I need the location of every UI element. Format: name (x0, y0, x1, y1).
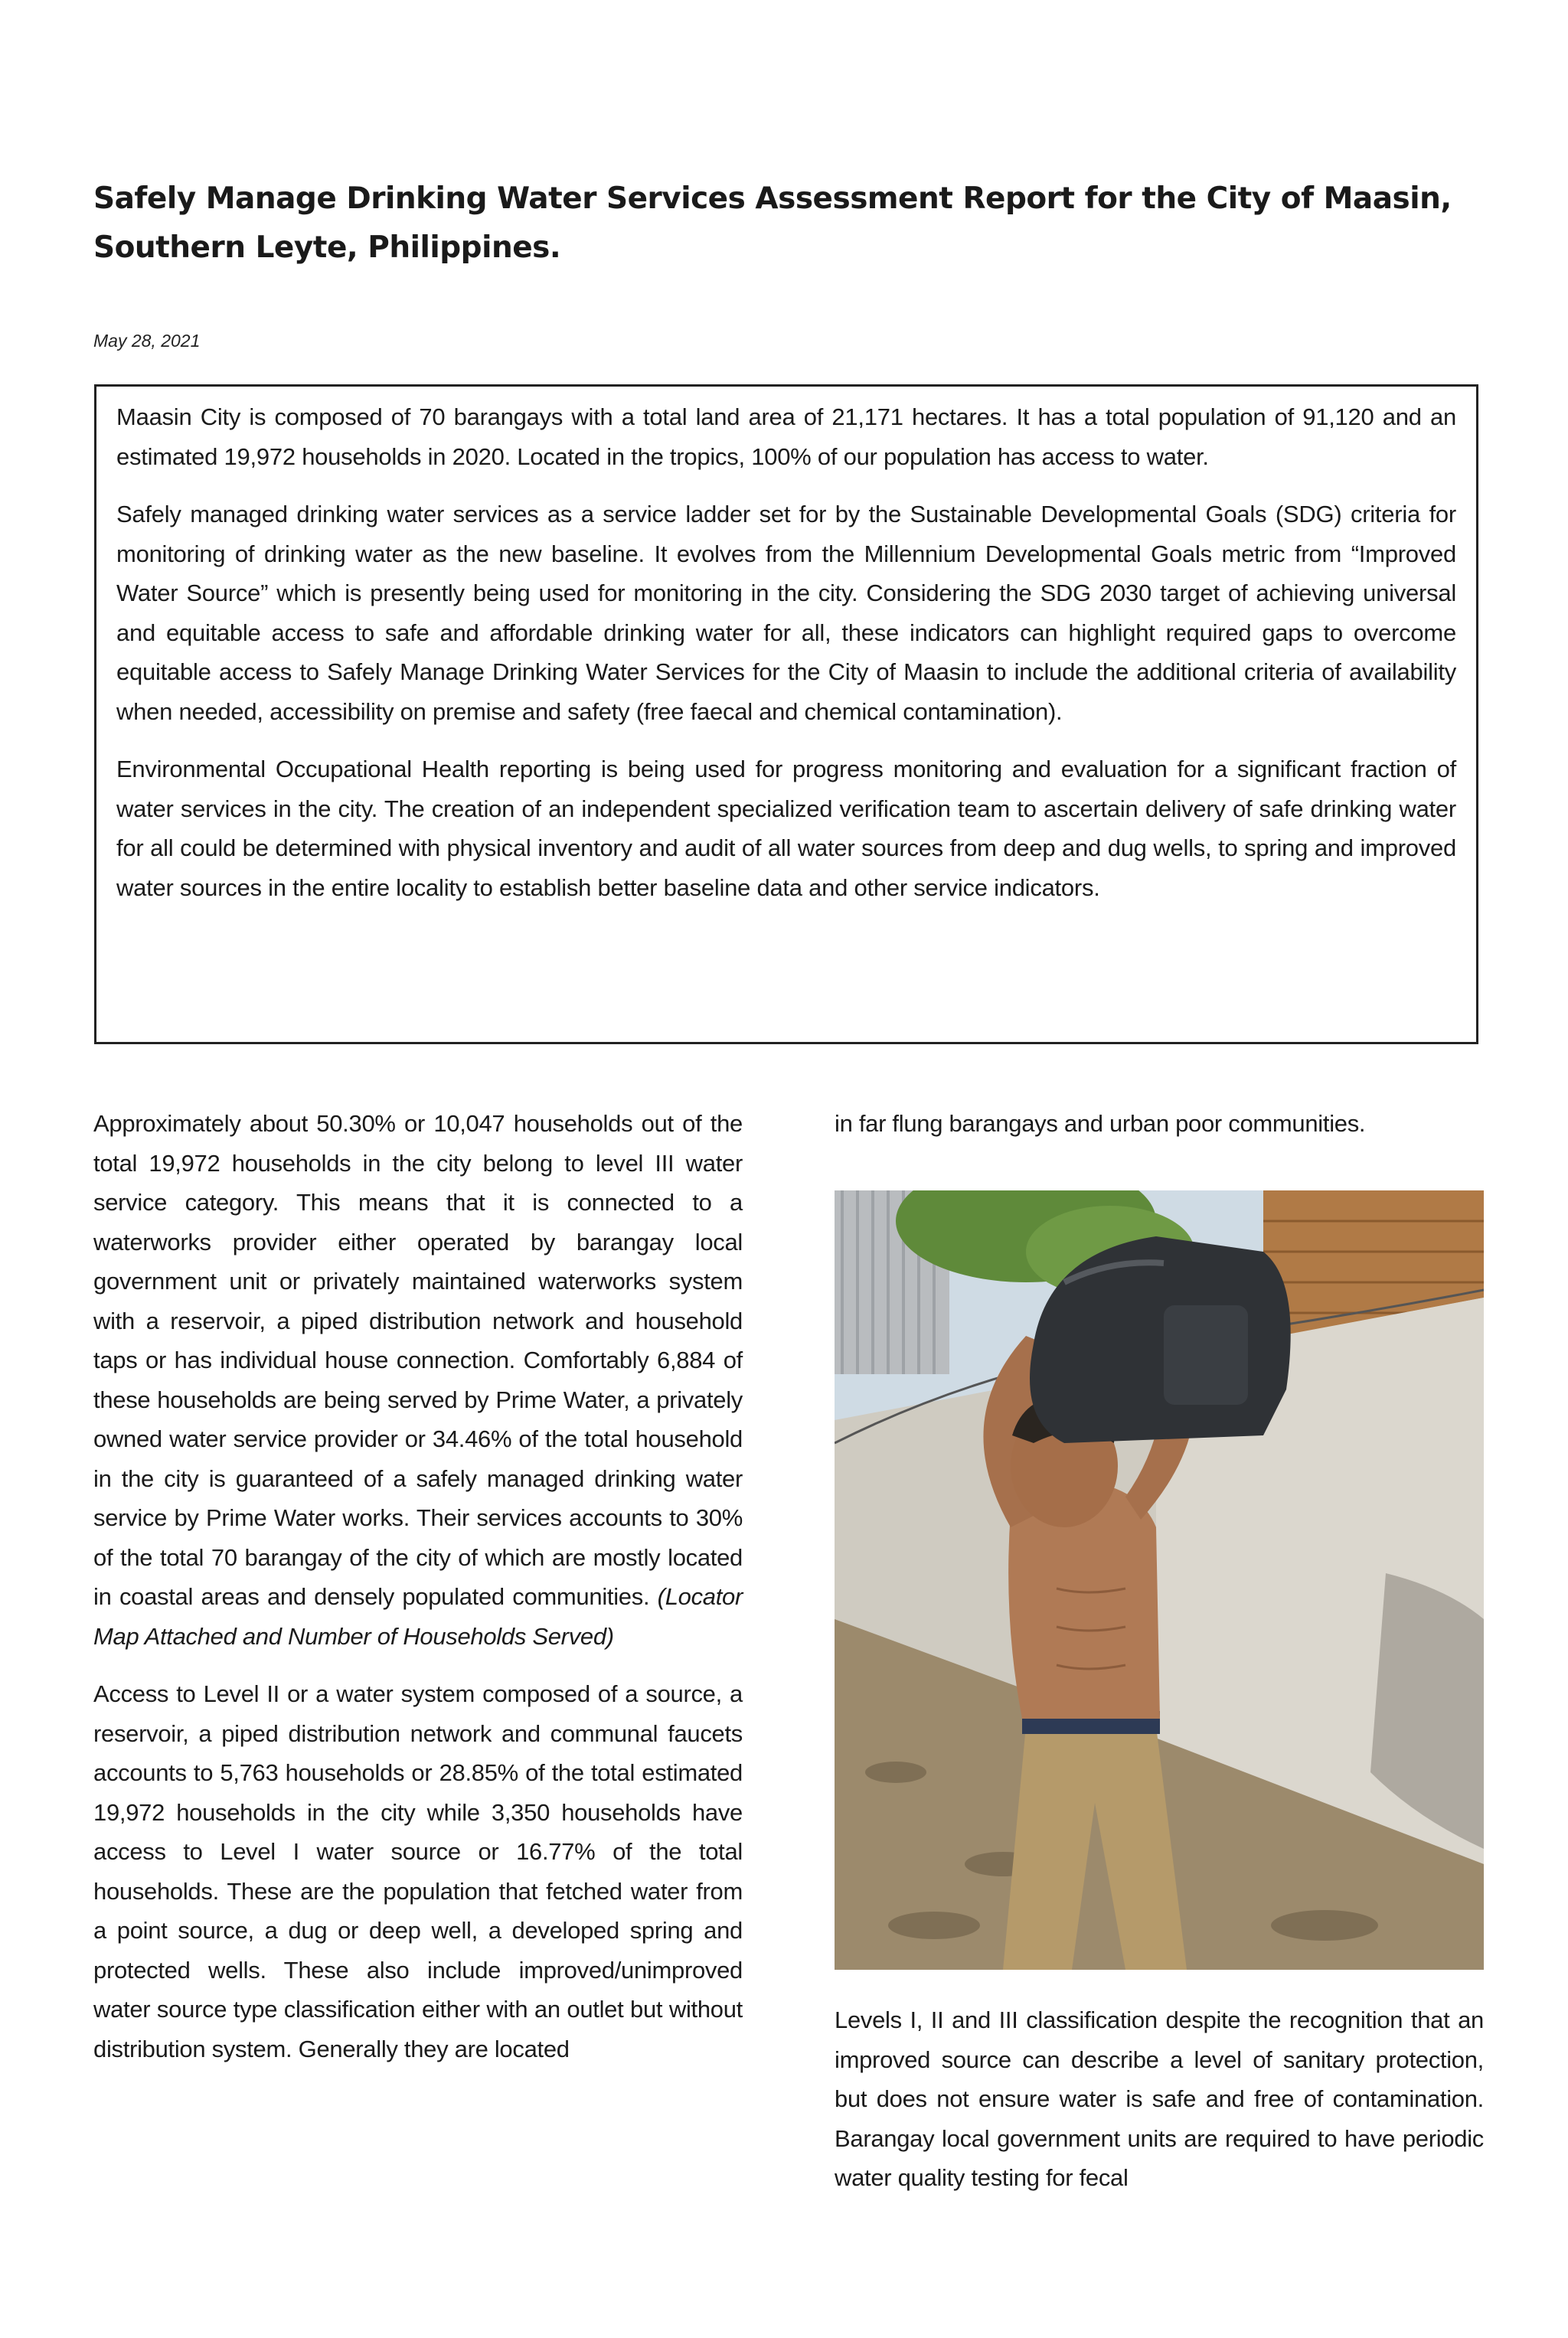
right-paragraph-top: in far flung barangays and urban poor communities. (835, 1110, 1366, 1137)
left-paragraph-1-text: Approximately about 50.30% or 10,047 households out of the total 19,972 households in the city belong to level III water service category. This means that it is connected to a waterworks provider either operated by barangay local government unit or privately maintained waterworks system with a reservoir, a piped distribution network and household taps or has individual house connection. Comfortably 6,884 of these households are being served by Prime Water, a privately owned water service provider or 34.46% of the total household in the city is guaranteed of a safely managed drinking water service by Prime Water works. Their services accounts to 30% of the total 70 barangay of the city of which are mostly located in coastal areas and densely populated communities. (93, 1110, 743, 1610)
photo-container-panel (1164, 1305, 1248, 1405)
photo-illustration (835, 1190, 1484, 1970)
left-paragraph-2: Access to Level II or a water system composed of a source, a reservoir, a piped distribution network and communal faucets accounts to 5,763 households or 28.85% of the total estimated 19,972 households in the city while 3,350 households have access to Level I water source or 16.77% of the total households. These are the population that fetched water from a point source, a dug or deep well, a developed spring and protected wells. These also include improved/unimproved water source type classification either with an outlet but without distribution system. Generally they are located (93, 1680, 743, 2062)
right-column-bottom (835, 2000, 1484, 2198)
summary-paragraph-1: Maasin City is composed of 70 barangays with a total land area of 21,171 hectares. It has a total population of 91,120 and an estimated 19,972 households in 2020. Located in the tropics, 100% of our population has access to water. (116, 403, 1456, 470)
left-column (93, 1104, 743, 2087)
report-title (93, 175, 1472, 273)
report-date: May 28, 2021 (93, 331, 201, 351)
report-title-line-1: Safely Manage Drinking Water Services Assessment Report for the City of Maasin, (93, 181, 1452, 216)
summary-box (94, 384, 1478, 1044)
locator-map-note: (Locator Map Attached and Number of Households Served) (93, 1583, 743, 1650)
summary-paragraph-2: Safely managed drinking water services as a service ladder set for by the Sustainable Developmental Goals (SDG) criteria for monitoring of drinking water as the new baseline. It evolves from the Millennium Developmental Goals metric from “Improved Water Source” which is presently being used for monitoring in the city. Considering the SDG 2030 target of achieving universal and equitable access to safe and affordable drinking water for all, these indicators can highlight required gaps to overcome equitable access to Safely Manage Drinking Water Services for the City of Maasin to include the additional criteria of availability when needed, accessibility on premise and safety (free faecal and chemical contamination). (116, 501, 1456, 725)
summary-paragraph-3: Environmental Occupational Health reporting is being used for progress monitoring and evaluation for a significant fraction of water services in the city. The creation of an independent specialized verification team to ascertain delivery of safe drinking water for all could be determined with physical inventory and audit of all water sources from deep and dug wells, to spring and improved water sources in the entire locality to establish better baseline data and other service indicators. (116, 756, 1456, 901)
right-column-top (835, 1104, 1484, 1162)
right-paragraph-bottom: Levels I, II and III classification despite the recognition that an improved source can describe a level of sanitary protection, but does not ensure water is safe and free of contamination. Barangay local government units are required to have periodic water quality testing for fecal (835, 2007, 1484, 2191)
left-paragraph-1 (93, 1104, 743, 1656)
photo-man-carrying-water-container (835, 1190, 1484, 1970)
report-title-line-2: Southern Leyte, Philippines. (93, 230, 561, 265)
